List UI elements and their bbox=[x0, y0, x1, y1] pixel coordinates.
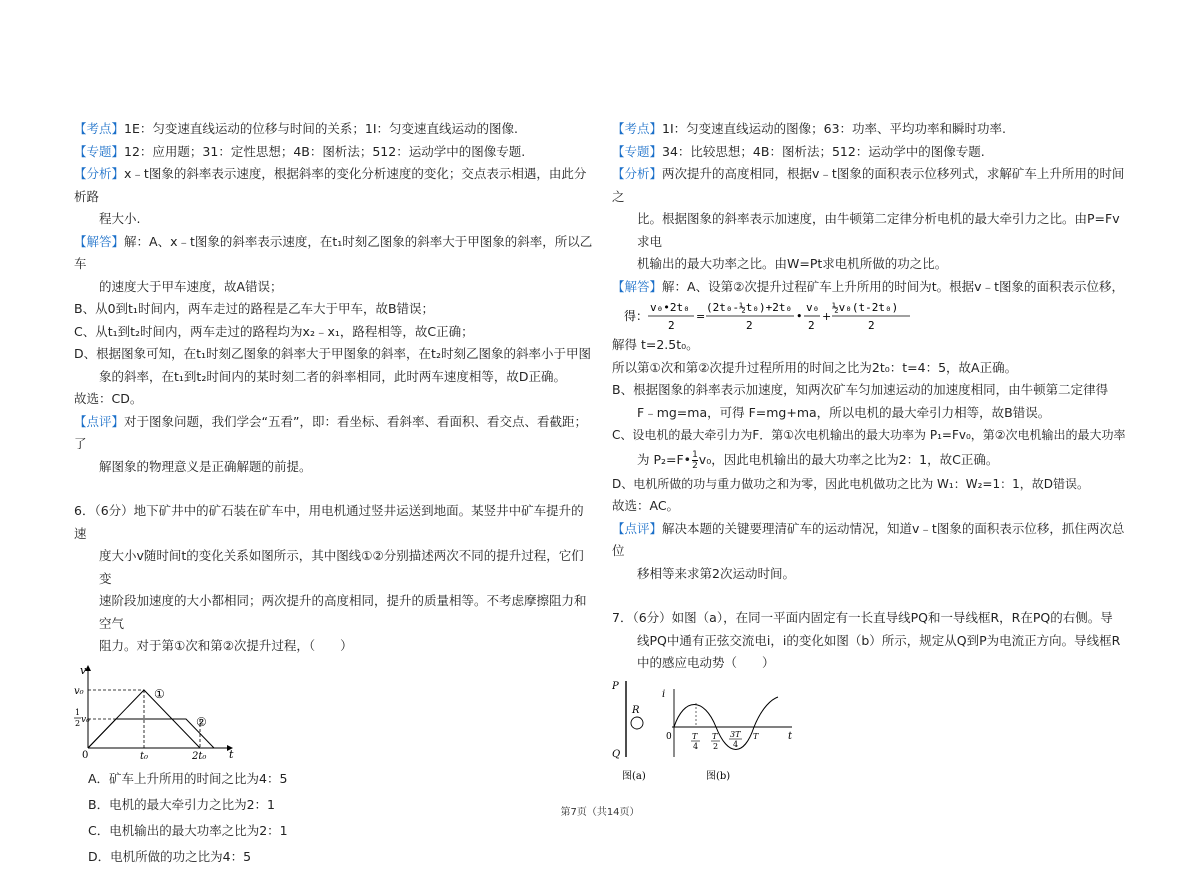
de-label: 得： bbox=[624, 309, 649, 323]
figure-a-b bbox=[612, 679, 812, 783]
right-column bbox=[612, 118, 1132, 783]
r-jieda-text-1: 解：A、设第②次提升过程矿车上升所用的时间为t。根据v﹣t图象的面积表示位移， bbox=[662, 278, 1124, 294]
r-fenxi-row bbox=[612, 163, 1132, 208]
option-c-analysis: C、从t₁到t₂时间内，两车走过的路程均为x₂﹣x₁，路程相等，故C正确； bbox=[74, 323, 474, 339]
fenxi-text-2: 程大小. bbox=[99, 211, 141, 226]
half-fraction bbox=[692, 450, 698, 471]
line-2-label: ② bbox=[196, 714, 207, 729]
r-kaodian-row bbox=[612, 118, 1132, 141]
option-d-analysis-1: D、根据图象可知，在t₁时刻乙图象的斜率大于甲图象的斜率，在t₂时刻乙图象的斜率小于甲图 bbox=[74, 346, 591, 361]
half-v0: v₀ bbox=[81, 714, 90, 725]
jieda-text-1: 解：A、x﹣t图象的斜率表示速度，在t₁时刻乙图象的斜率大于甲图象的斜率，所以乙车 bbox=[74, 233, 593, 271]
eq-d4: 2 bbox=[868, 319, 875, 332]
t2-den: 2 bbox=[713, 741, 719, 751]
dianping-text-2: 解图象的物理意义是正确解题的前提。 bbox=[99, 458, 312, 474]
r-kaodian-tag: 【考点】 bbox=[612, 121, 663, 136]
r-fenxi-text-1: 两次提升的高度相同，根据v﹣t图象的面积表示位移列式，求解矿车上升所用的时间之 bbox=[612, 166, 1125, 204]
kaodian-row bbox=[74, 118, 594, 141]
r-jieda-tag: 【解答】 bbox=[612, 278, 663, 294]
2t0-label: 2t₀ bbox=[192, 750, 207, 762]
kaodian-text: 1E：匀变速直线运动的位移与时间的关系；1I：匀变速直线运动的图像. bbox=[124, 121, 518, 136]
t-label: t bbox=[788, 730, 793, 742]
t0-label: t₀ bbox=[140, 750, 149, 762]
r-jieda-row bbox=[612, 276, 1132, 299]
half-num: 1 bbox=[692, 449, 698, 460]
dianping-tag: 【点评】 bbox=[74, 413, 125, 429]
r-zhuanti-text: 34：比较思想；4B：图析法；512：运动学中的图像专题. bbox=[662, 143, 985, 159]
o-label: 0 bbox=[666, 731, 672, 742]
r-dianping-text-1: 解决本题的关键要理清矿车的运动情况，知道v﹣t图象的面积表示位移，抓住两次总位 bbox=[612, 520, 1125, 558]
page-footer: 第7页（共14页） bbox=[560, 807, 640, 818]
question-7-line-3: 中的感应电动势（ ） bbox=[637, 655, 775, 670]
fenxi-row bbox=[74, 163, 594, 208]
answer: 故选：CD。 bbox=[74, 391, 143, 406]
t-axis-label: t bbox=[229, 747, 234, 761]
zhuanti-row bbox=[74, 141, 594, 164]
eq-n1: v₀•2t₀ bbox=[650, 301, 690, 314]
t4-num: T bbox=[692, 731, 698, 741]
option-b-analysis: B、从0到t₁时间内，两车走过的路程是乙车大于甲车，故B错误； bbox=[74, 301, 435, 316]
option-c[interactable]: C．电机输出的最大功率之比为2：1 bbox=[88, 822, 288, 838]
t2-num: T bbox=[712, 731, 718, 741]
solve-line: 解得 t=2.5t₀。 bbox=[612, 337, 699, 352]
eq-n3: v₀ bbox=[806, 301, 820, 314]
r-zhuanti-tag: 【专题】 bbox=[612, 143, 663, 159]
tT-label: T bbox=[753, 731, 759, 741]
t34-den: 4 bbox=[733, 739, 739, 749]
half-den: 2 bbox=[692, 460, 698, 471]
eq-n4: ½v₀(t-2t₀) bbox=[832, 301, 899, 314]
r-zhuanti-row bbox=[612, 141, 1132, 164]
question-6-line-1: 6．（6分）地下矿井中的矿石装在矿车中，用电机通过竖井运送到地面。某竖井中矿车提升的速 bbox=[74, 503, 584, 541]
p-label: P bbox=[612, 680, 619, 692]
jieda-row bbox=[74, 231, 594, 276]
q-label: Q bbox=[612, 748, 621, 760]
eq-plus: + bbox=[822, 310, 832, 323]
r-option-b-2: F﹣mg=ma，可得 F=mg+ma，所以电机的最大牵引力相等，故B错误。 bbox=[637, 404, 1051, 420]
fenxi-tag: 【分析】 bbox=[74, 166, 125, 181]
fenxi-text-1: x﹣t图象的斜率表示速度，根据斜率的变化分析速度的变化；交点表示相遇，由此分析路 bbox=[74, 166, 587, 204]
eq-n2: (2t₀-½t₀)+2t₀ bbox=[706, 301, 793, 314]
r-dianping-tag: 【点评】 bbox=[612, 520, 663, 536]
half-den: 2 bbox=[75, 718, 81, 728]
eq-d2: 2 bbox=[746, 319, 753, 332]
option-a[interactable]: A．矿车上升所用的时间之比为4：5 bbox=[88, 770, 288, 786]
question-6-line-4: 阻力。对于第①次和第②次提升过程，（ ） bbox=[99, 638, 353, 653]
r-option-c-1: C、设电机的最大牵引力为F．第①次电机输出的最大功率为 P₁=Fv₀，第②次电机输出的最大功率 bbox=[612, 428, 1126, 442]
r-kaodian-text: 1I：匀变速直线运动的图像；63：功率、平均功率和瞬时功率. bbox=[662, 121, 1007, 136]
half-num: 1 bbox=[75, 707, 81, 717]
loop-r bbox=[631, 717, 643, 729]
r-fenxi-text-3: 机输出的最大功率之比。由W=Pt求电机所做的功之比。 bbox=[637, 256, 948, 271]
i-label: i bbox=[662, 688, 666, 700]
r-option-d: D、电机所做的功与重力做功之和为零，因此电机做功之比为 W₁：W₂=1：1，故D错误。 bbox=[612, 476, 1089, 491]
r-answer: 故选：AC。 bbox=[612, 498, 680, 513]
c2-suffix: v₀，因此电机输出的最大功率之比为2：1，故C正确。 bbox=[698, 451, 999, 467]
r-option-b-1: B、根据图象的斜率表示加速度，知两次矿车匀加速运动的加速度相同，由牛顿第二定律得 bbox=[612, 382, 1109, 397]
c2-prefix: 为 P₂=F• bbox=[637, 451, 692, 467]
zhuanti-tag: 【专题】 bbox=[74, 143, 125, 159]
caption-a: 图(a) bbox=[622, 770, 646, 782]
current-curve bbox=[674, 697, 778, 750]
question-7-line-2: 线PQ中通有正弦交流电i，i的变化如图（b）所示，规定从Q到P为电流正方向。导线框R bbox=[637, 632, 1121, 648]
r-dianping-text-2: 移相等来求第2次运动时间。 bbox=[637, 565, 795, 581]
option-d[interactable]: D．电机所做的功之比为4：5 bbox=[88, 848, 252, 864]
left-column bbox=[74, 118, 594, 870]
caption-b: 图(b) bbox=[706, 770, 731, 782]
dianping-row bbox=[74, 411, 594, 456]
area-equation bbox=[624, 298, 924, 334]
kaodian-tag: 【考点】 bbox=[74, 121, 125, 136]
r-label: R bbox=[632, 704, 640, 716]
r-dianping-row bbox=[612, 518, 1132, 563]
option-b[interactable]: B．电机的最大牵引力之比为2：1 bbox=[88, 796, 275, 812]
a-conclusion: 所以第①次和第②次提升过程所用的时间之比为2t₀：t=4：5，故A正确。 bbox=[612, 359, 1018, 375]
jieda-text-2: 的速度大于甲车速度，故A错误； bbox=[99, 278, 283, 294]
eq-d3: 2 bbox=[808, 319, 815, 332]
t4-den: 4 bbox=[693, 741, 699, 751]
dianping-text-1: 对于图象问题，我们学会“五看”，即：看坐标、看斜率、看面积、看交点、看截距；了 bbox=[74, 413, 587, 451]
zhuanti-text: 12：应用题；31：定性思想；4B：图析法；512：运动学中的图像专题. bbox=[124, 143, 526, 159]
r-fenxi-tag: 【分析】 bbox=[612, 166, 663, 181]
eq-dot: • bbox=[796, 310, 803, 323]
t34-num: 3T bbox=[730, 729, 741, 739]
eq-d1: 2 bbox=[668, 319, 675, 332]
line-1-label: ① bbox=[154, 686, 165, 701]
question-6-line-2: 度大小v随时间t的变化关系如图所示，其中图线①②分别描述两次不同的提升过程，它们变 bbox=[99, 548, 584, 586]
v0-label: v₀ bbox=[74, 685, 84, 697]
vt-graph bbox=[74, 660, 254, 762]
r-fenxi-text-2: 比。根据图象的斜率表示加速度，由牛顿第二定律分析电机的最大牵引力之比。由P=Fv求电 bbox=[637, 211, 1120, 249]
v-axis-label: v bbox=[80, 663, 87, 677]
option-d-analysis-2: 象的斜率，在t₁到t₂时间内的某时刻二者的斜率相同，此时两车速度相等，故D正确。 bbox=[99, 368, 566, 384]
origin-label: 0 bbox=[82, 749, 89, 761]
r-option-c-2 bbox=[612, 447, 1132, 473]
jieda-tag: 【解答】 bbox=[74, 233, 125, 249]
question-6-line-3: 速阶段加速度的大小都相同；两次提升的高度相同，提升的质量相等。不考虑摩擦阻力和空气 bbox=[99, 593, 587, 631]
eq-equals: = bbox=[696, 310, 706, 323]
question-7-line-1: 7．（6分）如图（a），在同一平面内固定有一长直导线PQ和一导线框R，R在PQ的右侧。导 bbox=[612, 610, 1113, 625]
